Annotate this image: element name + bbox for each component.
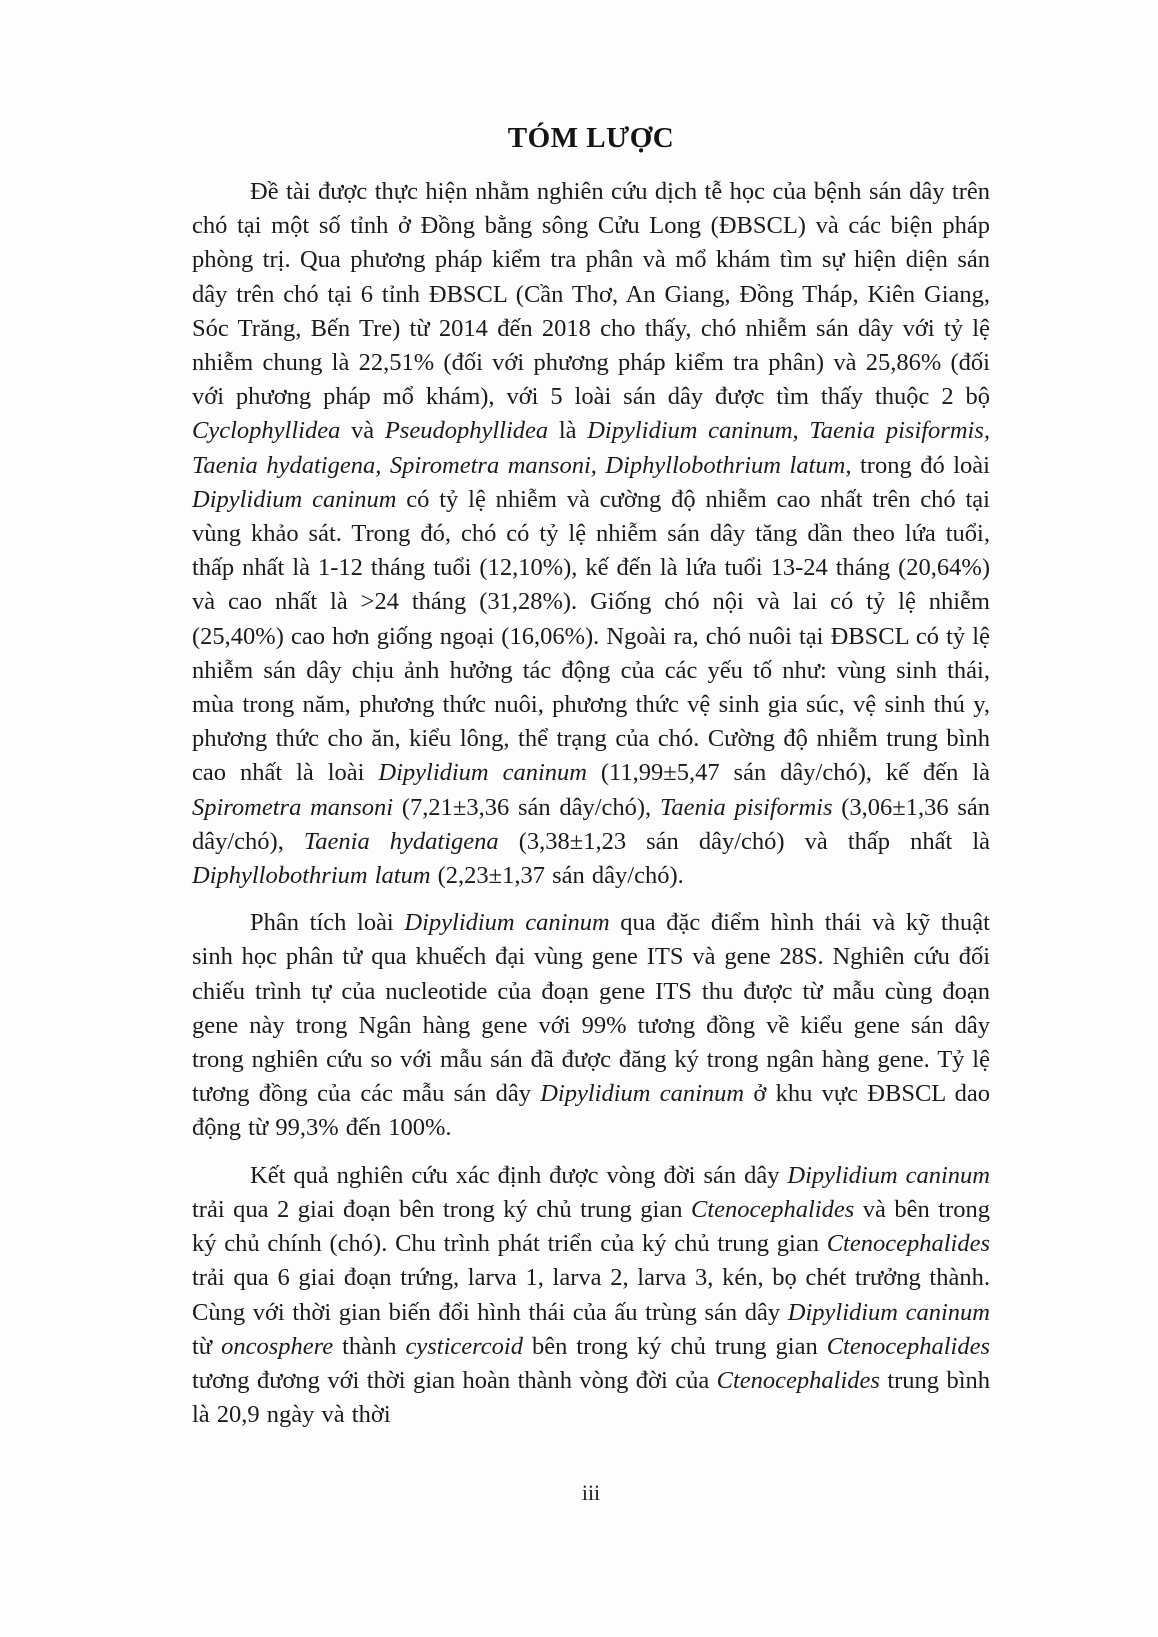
body-text: (3,38±1,23 sán dây/chó) và thấp nhất là bbox=[498, 827, 991, 855]
body-text: ở khu vực ĐBSCL dao động từ 99,3% đến 100%. bbox=[192, 1080, 990, 1142]
paragraph bbox=[192, 906, 990, 1145]
italic-text: Dipylidium caninum bbox=[378, 759, 587, 787]
body-text: là bbox=[548, 417, 588, 445]
italic-text: cysticercoid bbox=[405, 1332, 523, 1360]
italic-text: Diphyllobothrium latum bbox=[192, 862, 431, 890]
body-text: Đề tài được thực hiện nhằm nghiên cứu dịch tễ học của bệnh sán dây trên chó tại một số tỉnh ở Đồng bằng sông Cửu Long (ĐBSCL) và các biện pháp phòng trị. Qua phương pháp kiểm tra phân và mổ khám tìm sự hiện diện sán dây trên chó tại 6 tỉnh ĐBSCL (Cần Thơ, An Giang, Đồng Tháp, Kiên Giang, Sóc Trăng, Bến Tre) từ 2014 đến 2018 cho thấy, chó nhiễm sán dây với tỷ lệ nhiễm chung là 22,51% (đối với phương pháp kiểm tra phân) và 25,86% (đối với phương pháp mổ khám), với 5 loài sán dây được tìm thấy thuộc 2 bộ bbox=[192, 178, 990, 411]
italic-text: Ctenocephalides bbox=[826, 1332, 990, 1360]
italic-text: Cyclophyllidea bbox=[192, 417, 341, 445]
body-text: và bên trong ký chủ chính (chó). Chu trình phát triển của ký chủ trung gian bbox=[192, 1195, 990, 1258]
page-number: iii bbox=[581, 1480, 601, 1505]
italic-text: Dipylidium caninum bbox=[404, 909, 610, 937]
abstract-section bbox=[192, 122, 990, 1445]
page-title: TÓM LƯỢC bbox=[507, 122, 675, 154]
paragraph bbox=[192, 175, 990, 893]
italic-text: Ctenocephalides bbox=[716, 1366, 880, 1394]
body-text: tương đương với thời gian hoàn thành vòng đời của bbox=[192, 1366, 717, 1394]
italic-text: Dipylidium caninum bbox=[192, 485, 397, 513]
body-text: có tỷ lệ nhiễm và cường độ nhiễm cao nhất trên chó tại vùng khảo sát. Trong đó, chó có tỷ lệ nhiễm sán dây tăng dần theo lứa tuổi, thấp nhất là 1-12 tháng tuổi (12,10%), kế đến là lứa tuổi 13-24 tháng (20,64%) và cao nhất là >24 tháng (31,28%). Giống chó nội và lai có tỷ lệ nhiễm (25,40%) cao hơn giống ngoại (16,06%). Ngoài ra, chó nuôi tại ĐBSCL có tỷ lệ nhiễm sán dây chịu ảnh hưởng tác động của các yếu tố như: vùng sinh thái, mùa trong năm, phương thức nuôi, phương thức vệ sinh gia súc, vệ sinh thú y, phương thức cho ăn, kiểu lông, thể trạng của chó. Cường độ nhiễm trung bình cao nhất là loài bbox=[192, 485, 990, 787]
body-text: trong đó loài bbox=[851, 451, 990, 479]
body-text: (2,23±1,37 sán dây/chó). bbox=[430, 862, 684, 890]
body-text: (11,99±5,47 sán dây/chó), kế đến là bbox=[586, 759, 990, 787]
body-text: trải qua 2 giai đoạn bên trong ký chủ trung gian bbox=[192, 1195, 691, 1223]
italic-text: Dipylidium caninum bbox=[787, 1298, 990, 1326]
paragraph bbox=[192, 1159, 990, 1433]
italic-text: Dipylidium caninum, Taenia pisiformis, Taenia hydatigena, Spirometra mansoni, Diphyllobothrium latum, bbox=[192, 417, 990, 479]
abstract-body bbox=[192, 175, 990, 1432]
italic-text: Ctenocephalides bbox=[826, 1230, 990, 1258]
body-text: (3,06±1,36 sán dây/chó), bbox=[192, 793, 991, 855]
italic-text: oncosphere bbox=[221, 1332, 334, 1360]
body-text: qua đặc điểm hình thái và kỹ thuật sinh học phân tử qua khuếch đại vùng gene ITS và gene 28S. Nghiên cứu đối chiếu trình tự của nucleotide của đoạn gene ITS thu được từ mẫu cùng đoạn gene này trong Ngân hàng gene với 99% tương đồng về kiểu gene sán dây trong nghiên cứu so với mẫu sán đã được đăng ký trong ngân hàng gene. Tỷ lệ tương đồng của các mẫu sán dây bbox=[192, 909, 990, 1108]
italic-text: Dipylidium caninum bbox=[787, 1161, 990, 1189]
body-text: thành bbox=[333, 1332, 406, 1360]
italic-text: Pseudophyllidea bbox=[384, 417, 549, 445]
body-text: từ bbox=[192, 1332, 222, 1360]
italic-text: Dipylidium caninum bbox=[540, 1080, 745, 1108]
body-text: bên trong ký chủ trung gian bbox=[522, 1332, 827, 1360]
body-text: (7,21±3,36 sán dây/chó), bbox=[393, 793, 660, 821]
body-text: trải qua 6 giai đoạn trứng, larva 1, larva 2, larva 3, kén, bọ chét trưởng thành. Cùng với thời gian biến đổi hình thái của ấu trùng sán dây bbox=[192, 1264, 990, 1326]
italic-text: Ctenocephalides bbox=[690, 1195, 855, 1223]
body-text: Kết quả nghiên cứu xác định được vòng đời sán dây bbox=[250, 1161, 788, 1189]
italic-text: Taenia hydatigena bbox=[303, 827, 499, 855]
italic-text: Spirometra mansoni bbox=[192, 793, 394, 821]
body-text: Phân tích loài bbox=[250, 909, 405, 937]
italic-text: Taenia pisiformis bbox=[659, 793, 833, 821]
body-text: và bbox=[340, 417, 385, 445]
body-text: trung bình là 20,9 ngày và thời bbox=[192, 1366, 990, 1429]
